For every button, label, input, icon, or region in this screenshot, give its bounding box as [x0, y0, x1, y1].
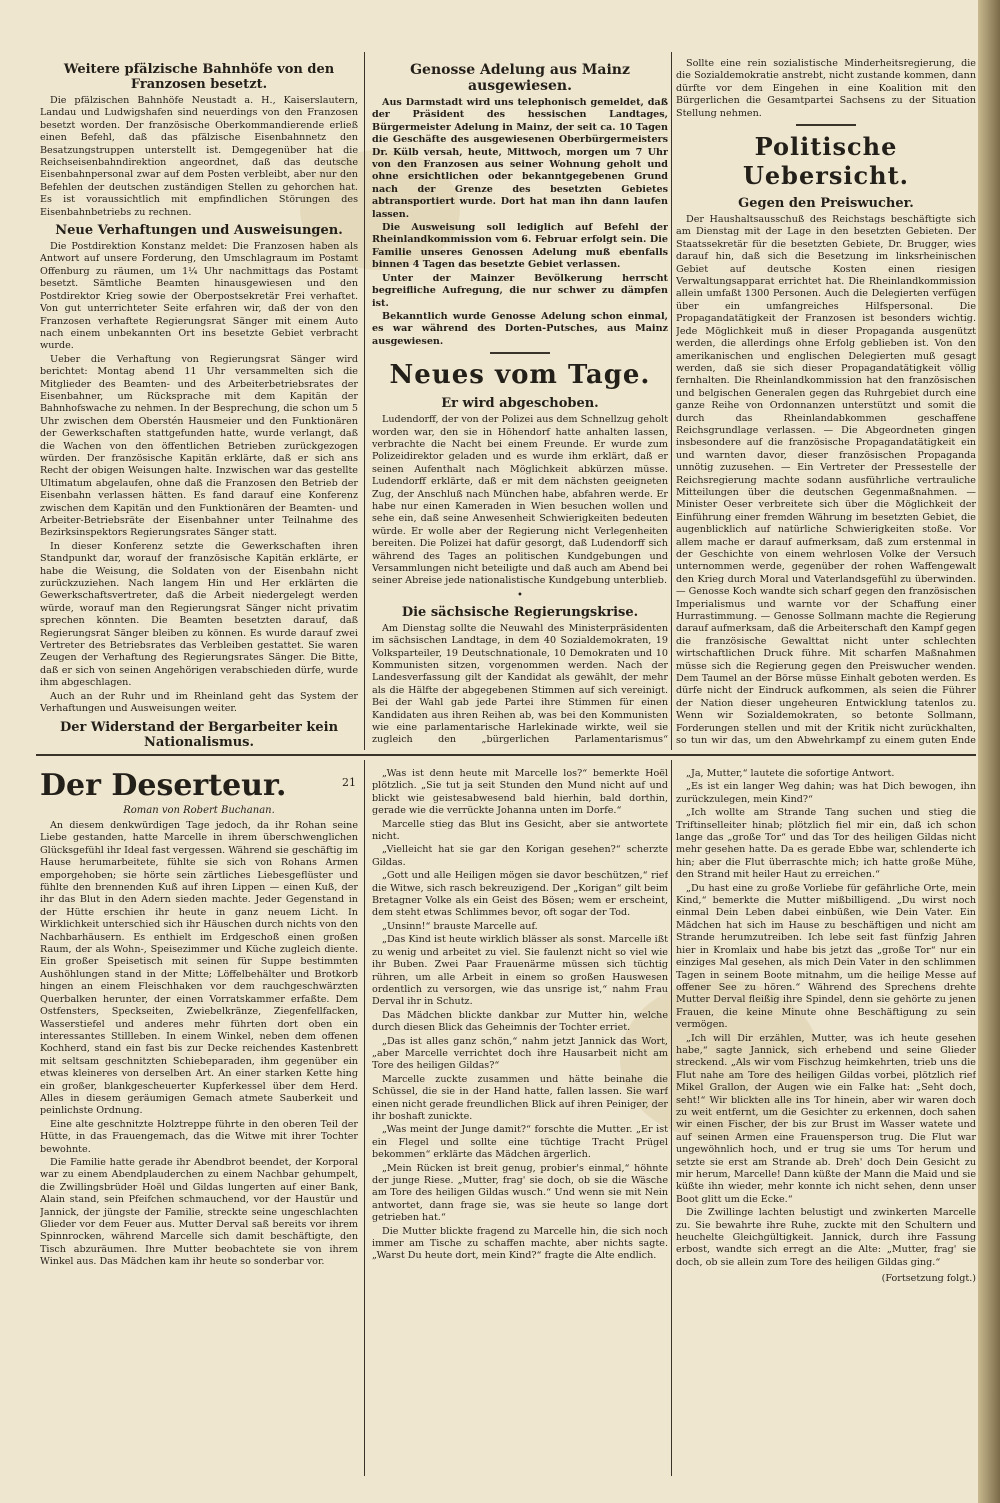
story-text: „Ich will Dir erzählen, Mutter, was ich heute gesehen habe,“ sagte Jannick, sich erhebend und seine Glieder streckend. „Als wir vom Fischzug heimkehrten, trieb uns die Flut nahe am Tore des heiligen Gildas vorbei, plötzlich rief Mikel Grallon, der Augen wie ein Falke hat: „Seht doch, seht!“ Wir blickten alle ins Tor hinein, aber wir waren doch zu weit entfernt, um die Gesichter zu erkennen, doch sahen wir einen Fischer, der bis zur Brust im Wasser watete und auf seinen Armen eine Frauensperson trug. Die Flut war ungewöhnlich hoch, und er trug sie ums Tor herum und setzte sie erst am Strande ab. Dreh' doch Dein Gesicht zu mir herum, Marcelle! Dann küßte der Mann die Maid und sie küßte ihn wieder, mehr konnte ich nicht sehen, denn unser Boot glitt um die Ecke.“: [676, 1032, 976, 1205]
article-text: Sollte eine rein sozialistische Minderheitsregierung, die die Sozialdemokratie anstrebt, nicht zustande kommen, dann dürfte vor dem Eingehen in eine Koalition mit den Bürgerlichen die Gesamtpartei Sachsens zu der Situation Stellung nehmen.: [676, 58, 976, 119]
article-text: In dieser Konferenz setzte die Gewerkschaften ihren Standpunkt dar, worauf der französische Kapitän erklärte, er habe die Weisung, die Soldaten von der Eisenbahn nicht zurückzuziehen. Nach langem Hin und Her erklärten die Gewerkschaftsvertreter, daß die Arbeit niedergelegt werden würde, worauf man den Regierungsrat Sänger nicht privatim sprechen könnten. Die Beamten besetzten darauf, daß Regierungsrat Sänger bleiben zu können. Es wurde darauf zwei Vertreter des Betriebsrates das Verbleiben gestattet. Sie waren Zeugen der Verhaftung des Regierungsrates Sänger. Die Bitte, daß er sich von seinen Angehörigen verabschieden dürfe, wurde ihm abgeschlagen.: [40, 540, 358, 689]
section-rule: [490, 352, 550, 354]
article-text: Bekanntlich wurde Genosse Adelung schon einmal, es war während des Dorten-Putsches, aus Mainz ausgewiesen.: [372, 310, 668, 347]
story-text: „Gott und alle Heiligen mögen sie davor beschützen,“ rief die Witwe, sich rasch bekreuzigend. Der „Korigan“ gilt beim Bretagner Volke als ein Geist des Bösen; wem er erscheint, dem steht etwas Schlimmes bevor, oft sogar der Tod.: [372, 870, 668, 919]
story-text: „Es ist ein langer Weg dahin; was hat Dich bewogen, ihn zurückzulegen, mein Kind?“: [676, 781, 976, 805]
story-text: Marcelle zuckte zusammen und hätte beinahe die Schüssel, die sie in der Hand hatte, fallen lassen. Sie warf einen nicht gerade freundlichen Blick auf ihren Peiniger, der ihr boshaft zunickte.: [372, 1073, 668, 1122]
story-text: Die Familie hatte gerade ihr Abendbrot beendet, der Korporal war zu einem Abendplauderchen zu einem Nachbar gehumpelt, die Zwillingsbrüder Hoël und Gildas lungerten auf einer Bank, Alain stand, sein Pfeifchen schmauchend, vor der Haustür und Jannick, der jüngste der Familie, streckte seine ungeschlachten Glieder vor dem Feuer aus. Mutter Derval saß bereits vor ihrem Spinnrocken, während Marcelle sich damit beschäftigte, den Tisch abzuräumen. Ihre Mutter beobachtete sie von ihrem Winkel aus. Das Mädchen kam ihr heute so sonderbar vor.: [40, 1156, 358, 1268]
feuilleton-column-1: [40, 768, 358, 1473]
article-text: Die Postdirektion Konstanz meldet: Die Franzosen haben als Antwort auf unsere Forderung, den Umschlagraum im Postamt Offenburg zu räumen, um 1¼ Uhr nachmittags das Postamt besetzt. Sämtliche Beamten hinausgewiesen und den Postdirektor Krieg sowie der Oberpostsekretär Frei verhaftet. Von gut unterrichteter Seite erfahren wir, daß der von den Franzosen verhaftete Regierungsrat Sänger mit einem Auto nach einem unbekannten Ort ins besetzte Gebiet verbracht wurde.: [40, 241, 358, 352]
article-text: Der Haushaltsausschuß des Reichstags beschäftigte sich am Dienstag mit der Lage in den besetzten Gebieten. Der Staatssekretär für die besetzten Gebiete, Dr. Brugger, wies darauf hin, daß sich die Besetzung im linksrheinischen Gebiet auf deutsche Kosten einen riesigen Verwaltungsapparat errichtet hat. Die Rheinlandkommission allein umfaßt 1300 Personen. Auch die Delegierten verfügen über ein umfangreiches Hilfspersonal. Die Propagandatätigkeit der Franzosen ist besonders wichtig. Jede Möglichkeit muß in dieser Propaganda ausgenützt werden, die allerdings ohne Erfolg geblieben ist. Von den amerikanischen und englischen Delegierten muß gesagt werden, daß sie sich dieser Propagandatätigkeit völlig fernhalten. Die Rheinlandkommission hat den französischen und belgischen Generalen gegen das Ruhrgebiet durch eine ganze Reihe von Ordonnanzen unterstützt und somit die durch das Rheinlandabkommen geschaffene Reichsgrundlage verlassen. — Die Abgeordneten gingen insbesondere auf die französische Propagandatätigkeit ein und warnten davor, dieser französischen Propaganda unnötig zuzusehen. — Ein Vertreter der Pressestelle der Reichsregierung machte sodann ausführliche vertrauliche Mitteilungen über die deutschen Gegenmaßnahmen. — Minister Oeser verbreitete sich über die Möglichkeit der Einführung einer fremden Währung im besetzten Gebiet, die augenblicklich auf natürliche Schwierigkeiten stoße. Vor allem mache er darauf aufmerksam, daß zum erstenmal in der Geschichte von einem wehrlosen Volke der Versuch unternommen werde, gegenüber der rohen Waffengewalt den Krieg durch Moral und Vaterlandsgefühl zu überwinden. — Genosse Koch wandte sich scharf gegen den französischen Imperialismus und warnte vor der Schaffung einer Hurrastimmung. — Genosse Sollmann machte die Regierung darauf aufmerksam, daß die Arbeiterschaft den Kampf gegen die französische Gewalttat nicht unter schlechten wirtschaftlichen Druck führe. Mit scharfen Maßnahmen müsse sich die Regierung gegen den Preiswucher wenden. Dem Taumel an der Börse müsse Einhalt geboten werden. Es dürfe nicht der Eindruck aufkommen, als seien die Führer der Nation dieser ungeheuren Entwicklung tatenlos zu. Wenn wir Sozialdemokraten, so betonte Sollmann, Forderungen stellen und mit der Kritik nicht zurückhalten, so tun wir das, um den Abwehrkampf zu einem guten Ende: [676, 214, 976, 747]
separator-dot: •: [517, 589, 523, 601]
story-text: „Ja, Mutter,“ lautete die sofortige Antwort.: [686, 768, 895, 779]
installment-number: 21: [342, 776, 356, 789]
serial-title: Der Deserteur.: [40, 768, 287, 803]
story-text: „Mein Rücken ist breit genug, probier's einmal,“ höhnte der junge Riese. „Mutter, frag' sie doch, ob sie die Wäsche am Tore des heiligen Gildas wusch.“ Und wenn sie mit Nein antwortet, dann frage sie, was sie heute so lange dort getrieben hat.“: [372, 1162, 668, 1224]
headline-verhaftungen: Neue Verhaftungen und Ausweisungen.: [55, 223, 343, 239]
headline-adelung: Genosse Adelung aus Mainz ausgewiesen.: [410, 62, 630, 94]
story-text: „Das Kind ist heute wirklich blässer als sonst. Marcelle ißt zu wenig und arbeitet zu viel. Sie faulenzt nicht so viel wie ihr Buben. Zwei Paar Frauenärme müssen sich tüchtig rühren, um alle Arbeit in einem so großen Hauswesen ordentlich zu versorgen, wie das unsrige ist,“ nahm Frau Derval ihr in Schutz.: [372, 934, 668, 1008]
column-rule: [364, 52, 365, 750]
story-text: Die Zwillinge lachten belustigt und zwinkerten Marcelle zu. Sie bewahrte ihre Ruhe, zuckte mit den Schultern und heuchelte Gleichgültigkeit. Jannick, durch ihre Fassung erbost, wandte sich erregt an die Alte: „Mutter, frag' sie doch, ob sie allein zum Tore des heiligen Gildas ging.“: [676, 1207, 976, 1268]
section-masthead-politische: Politische Uebersicht.: [742, 132, 910, 191]
feuilleton-column-3: [676, 768, 976, 1473]
feuilleton-divider: [36, 754, 976, 756]
column-rule: [364, 760, 365, 1476]
article-text: Aus Darmstadt wird uns telephonisch gemeldet, daß der Präsident des hessischen Landtages, Bürgermeister Adelung in Mainz, der seit ca. 10 Tagen die Geschäfte des ausgewiesenen Oberbürgermeisters Dr. Külb versah, heute, Mittwoch, morgen um 7 Uhr von den Franzosen aus seiner Wohnung geholt und ohne ersichtlichen oder bekanntgegebenen Grund nach der Grenze des besetzten Gebietes abtransportiert wurde. Dort hat man ihn dann laufen lassen.: [372, 97, 668, 220]
article-text: Die Ausweisung soll lediglich auf Befehl der Rheinlandkommission vom 6. Februar erfolgt sein. Die Familie unseres Genossen Adelung muß ebenfalls binnen 4 Tagen das besetzte Gebiet verlassen.: [372, 222, 668, 271]
story-text: Das Mädchen blickte dankbar zur Mutter hin, welche durch diesen Blick das Geheimnis der Tochter erriet.: [372, 1009, 668, 1034]
column-2: [372, 58, 668, 748]
article-text: Die pfälzischen Bahnhöfe Neustadt a. H., Kaiserslautern, Landau und Ludwigshafen sind neuerdings von den Franzosen besetzt worden. Der französische Oberkommandierende erließ einen Befehl, daß das pfälzische Eisenbahnnetz den Besatzungstruppen unterstellt ist. Demgegenüber hat die Reichseisenbahndirektion angeordnet, daß das deutsche Eisenbahnpersonal zwar auf dem Posten verbleibt, aber nur den Befehlen der deutschen zuständigen Stellen zu gehorchen hat. Es ist voraussichtlich mit empfindlichen Störungen des Eisenbahnbetriebs zu rechnen.: [40, 95, 358, 218]
headline-bergarbeiter: Der Widerstand der Bergarbeiter kein Nationalismus.: [59, 719, 339, 748]
story-text: „Ich wollte am Strande Tang suchen und stieg die Triftinselleiter hinab; plötzlich fiel mir ein, daß ich schon lange das „große Tor“ und das Tor des heiligen Gildas nicht mehr gesehen hatte. Da es gerade Ebbe war, schlenderte ich hin; aber die Flut überraschte mich; ich hatte große Mühe, den Strand mit heiler Haut zu erreichen.“: [676, 807, 976, 881]
article-text: Unter der Mainzer Bevölkerung herrscht begreifliche Aufregung, die nur schwer zu dämpfen ist.: [372, 272, 668, 309]
column-3: [676, 58, 976, 748]
column-rule: [671, 760, 672, 1476]
feuilleton-column-2: [372, 768, 668, 1473]
continuation-note: (Fortsetzung folgt.): [881, 1273, 976, 1285]
section-rule: [796, 124, 856, 126]
story-text: Die Mutter blickte fragend zu Marcelle hin, die sich noch immer am Tische zu schaffen machte, aber nichts sagte. „Warst Du heute dort, mein Kind?“ fragte die Alte endlich.: [372, 1225, 668, 1262]
story-text: An diesem denkwürdigen Tage jedoch, da ihr Rohan seine Liebe gestanden, hatte Marcelle in ihrem überschwenglichen Glücksgefühl ihr Ideal fast vergessen. Während sie geschäftig im Hause herumarbeitete, fühlte sie sich von Rohans Armen emporgehoben; sie hörte sein zärtliches Liebesgeflüster und fühlte den brennenden Kuß auf ihren Lippen — einen Kuß, der ihr das Blut in den Adern sieden machte. Jeder Gegenstand in der Hütte erschien ihr heute in ganz neuem Licht. In Wirklichkeit unterschied sich ihr Häuschen durch nichts von den Nachbarhäusern. Es enthielt im Erdgeschoß einen großen Raum, der als Wohn-, Speisezimmer und Küche zugleich diente. Ein großer Speisetisch mit seinen für Suppe bestimmten Aushöhlungen stand in der Mitte; Löffelbehälter und Brotkorb hingen an einem Fleischhaken vor dem rauchgeschwärzten Querbalken herunter, der einen Vorratskammer erfaßte. Dem Ostfensters, Speckseiten, Zwiebelkränze, Ziegenfellfacken, Wasserstiefel und anderes mehr führten dort oben ein interessantes Stillleben. In einem Winkel, neben dem offenen Kochherd, stand ein fast bis zur Decke reichendes Kastenbrett mit seltsam geschnitzten Schiebeparaden, ihm gegenüber ein etwas kleineres von derselben Art. An einer starken Kette hing ein großer, blankgescheuerter Kupferkessel über dem Herd. Alles in diesem geräumigen Gemach atmete Sauberkeit und peinlichste Ordnung.: [40, 820, 358, 1117]
story-text: „Vielleicht hat sie gar den Korigan gesehen?“ scherzte Gildas.: [372, 844, 668, 868]
headline-abgeschoben: Er wird abgeschoben.: [441, 396, 599, 412]
article-text: Am Dienstag sollte die Neuwahl des Ministerpräsidenten im sächsischen Landtage, in dem 40 Sozialdemokraten, 19 Volksparteiler, 19 Deutschnationale, 10 Demokraten und 10 Kommunisten sitzen, vorgenommen werden. Nach der Landesverfassung gilt der Kandidat als gewählt, der mehr als die Hälfte der abgegebenen Stimmen auf sich vereinigt. Bei der Wahl gab jede Partei ihre Stimmen für einen Kandidaten aus ihren Reihen ab, was bei den Kommunisten wie eine parlamentarische Harlekinade wirkte, weil sie zugleich den „bürgerlichen Parlamentarismus“: [372, 622, 668, 746]
article-text: Ludendorff, der von der Polizei aus dem Schnellzug geholt worden war, den sie in Höhendorf hatte anhalten lassen, verbrachte die Nacht bei einem Freunde. Er wurde zum Polizeidirektor geladen und es wurde ihm erklärt, daß er seinen Aufenthalt nach Möglichkeit abkürzen müsse. Ludendorff erklärte, daß er mit dem nächsten geeigneten Zug, der Anschluß nach München habe, abfahren werde. Er habe nur einen Kameraden in Wien besuchen wollen und sehe ein, daß seine Anwesenheit Schwierigkeiten bedeuten würde. Er wolle aber der Regierung nicht Verlegenheiten bereiten. Die Polizei hat dafür gesorgt, daß Ludendorff sich während des Tages an politischen Kundgebungen und Versammlungen nicht beteiligte und daß auch am Abend bei seiner Abreise jede nationalistische Kundgebung unterblieb.: [372, 414, 668, 587]
section-masthead-neues: Neues vom Tage.: [389, 360, 651, 391]
headline-bahnhoefe: Weitere pfälzische Bahnhöfe von den Franzosen besetzt.: [63, 62, 335, 92]
story-text: „Das ist alles ganz schön,“ nahm jetzt Jannick das Wort, „aber Marcelle verrichtet doch ihre Hausarbeit nicht am Tore des heiligen Gildas?“: [372, 1035, 668, 1072]
story-text: „Was meint der Junge damit?“ forschte die Mutter. „Er ist ein Flegel und sollte eine tüchtige Tracht Prügel bekommen“ erklärte das Mädchen ärgerlich.: [372, 1124, 668, 1161]
page-binding: [978, 0, 1000, 1503]
story-text: Marcelle stieg das Blut ins Gesicht, aber sie antwortete nicht.: [372, 818, 668, 843]
story-text: „Was ist denn heute mit Marcelle los?“ bemerkte Hoël plötzlich. „Sie tut ja seit Stunden den Mund nicht auf und blickt wie geistesabwesend bald hierhin, bald dorthin, gerade wie die verrückte Johanna unten im Dorfe.“: [372, 768, 668, 817]
story-text: „Unsinn!“ brauste Marcelle auf.: [382, 920, 538, 932]
headline-preiswucher: Gegen den Preiswucher.: [738, 196, 914, 212]
column-1: [40, 58, 358, 748]
story-text: Eine alte geschnitzte Holztreppe führte in den oberen Teil der Hütte, in das Frauengemach, das die Witwe mit ihrer Tochter bewohnte.: [40, 1118, 358, 1155]
article-text: Ueber die Verhaftung von Regierungsrat Sänger wird berichtet: Montag abend 11 Uhr versammelten sich die Mitglieder des Beamten- und des Arbeiterbetriebsrates der Eisenbahner, um Rücksprache mit dem Kapitän der Bahnhofswache zu nehmen. In der Besprechung, die schon um 5 Uhr zwischen dem Oberstén Hausmeier und den Funktionären der Gewerkschaften stattgefunden hatte, wurde verlangt, daß die Wachen von den öffentlichen Betrieben zurückgezogen würden. Der französische Kapitän erklärte, daß er sich ans Recht der obigen Weisungen halte. Inzwischen war das gestellte Ultimatum abgelaufen, ohne daß die Franzosen den Betrieb der Eisenbahn verlassen hätten. Es fand darauf eine Konferenz zwischen dem Kapitän und den Funktionären der Beamten- und Arbeiter-Betriebsräte der Eisenbahner unter Teilnahme des Bezirksinspektors Regierungsrates Sänger statt.: [40, 353, 358, 539]
article-text: Auch an der Ruhr und im Rheinland geht das System der Verhaftungen und Ausweisungen weiter.: [40, 690, 358, 715]
headline-regierungskrise: Die sächsische Regierungskrise.: [401, 604, 639, 620]
story-text: „Du hast eine zu große Vorliebe für gefährliche Orte, mein Kind,“ bemerkte die Mutter mißbilligend. „Du wirst noch einmal Dein Leben dabei einbüßen, wie Dein Vater. Ein Mädchen hat sich im Hause zu beschäftigen und nicht am Strande herumzutreiben. Ich lebe seit fast fünfzig Jahren hier in Kromlaix und habe bis jetzt das „große Tor“ nur ein einziges Mal gesehen, als mich Dein Vater in den schlimmen Tagen in seinem Boote mitnahm, um die heilige Messe auf offener See zu hören.“ Während des Sprechens drehte Mutter Derval fleißig ihre Spindel, denn sie gehörte zu jenen Frauen, die keine Minute ohne Beschäftigung zu sein vermögen.: [676, 882, 976, 1031]
column-rule: [671, 52, 672, 750]
serial-byline: Roman von Robert Buchanan.: [123, 805, 275, 816]
